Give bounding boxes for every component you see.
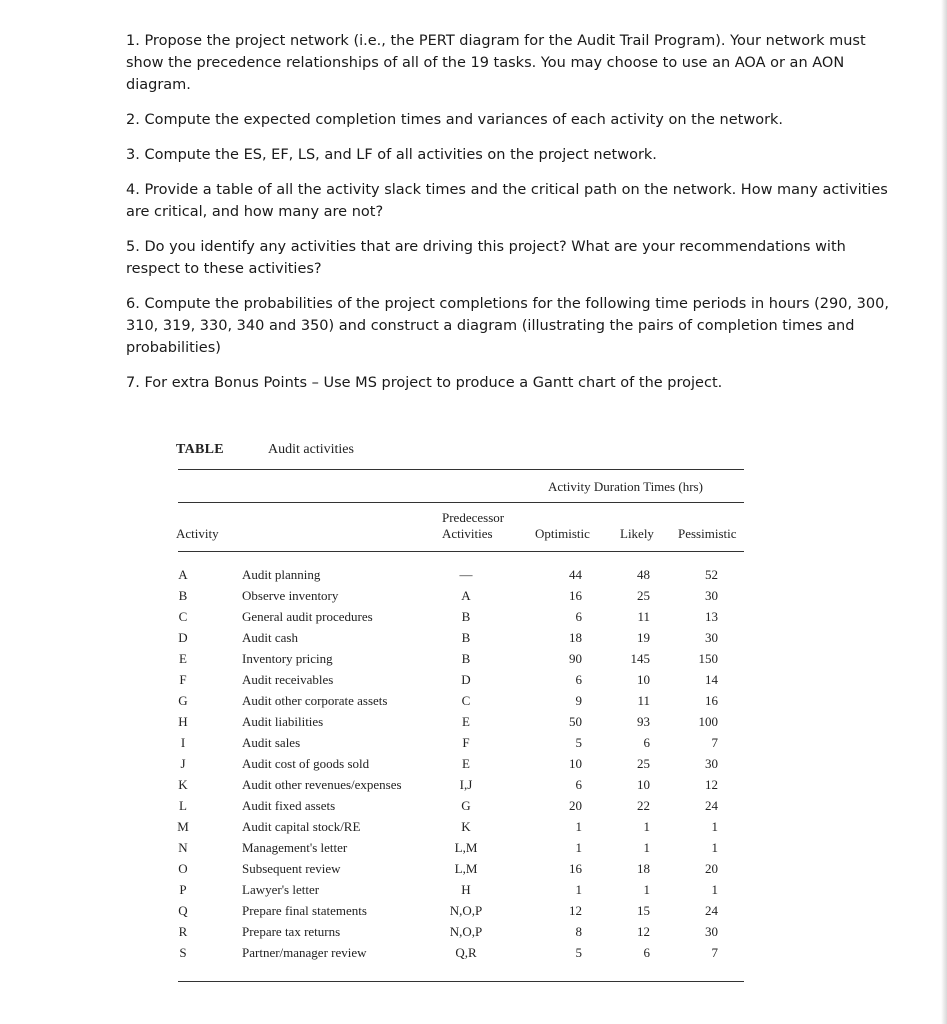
likely-time: 1 xyxy=(643,840,650,855)
likely-time: 22 xyxy=(637,798,650,813)
likely-time: 6 xyxy=(643,945,650,960)
table-row xyxy=(172,942,744,963)
optimistic-time: 5 xyxy=(575,945,582,960)
table-caption xyxy=(176,442,354,458)
likely-time: 145 xyxy=(630,651,650,666)
predecessors: I,J xyxy=(459,777,473,792)
table-row xyxy=(172,774,744,795)
likely-time: 6 xyxy=(643,735,650,750)
header-predecessor xyxy=(442,510,504,542)
likely-time: 10 xyxy=(637,777,650,792)
activity-id: Q xyxy=(178,903,188,918)
predecessors: N,O,P xyxy=(449,903,483,918)
header-activity: Activity xyxy=(176,526,219,541)
duration-header: Activity Duration Times (hrs) xyxy=(548,479,703,494)
pessimistic-time: 1 xyxy=(711,882,718,897)
optimistic-time: 16 xyxy=(569,588,582,603)
likely-time: 93 xyxy=(637,714,650,729)
activity-name: Audit cost of goods sold xyxy=(242,756,370,771)
table-rule-header xyxy=(178,551,744,552)
activity-name: Audit other corporate assets xyxy=(242,693,388,708)
table-row xyxy=(172,690,744,711)
activity-name: Audit sales xyxy=(242,735,301,750)
optimistic-time: 9 xyxy=(575,693,582,708)
predecessors: G xyxy=(461,798,471,813)
activity-name: Lawyer's letter xyxy=(242,882,320,897)
optimistic-time: 10 xyxy=(569,756,582,771)
table-row xyxy=(172,879,744,900)
activity-id: C xyxy=(178,609,188,624)
predecessors: F xyxy=(462,735,470,750)
optimistic-time: 90 xyxy=(569,651,582,666)
likely-time: 25 xyxy=(637,588,650,603)
table-row xyxy=(172,648,744,669)
activity-name: Audit capital stock/RE xyxy=(242,819,361,834)
optimistic-time: 50 xyxy=(569,714,582,729)
optimistic-time: 5 xyxy=(575,735,582,750)
optimistic-time: 1 xyxy=(575,882,582,897)
likely-time: 12 xyxy=(637,924,650,939)
likely-time: 25 xyxy=(637,756,650,771)
table-row xyxy=(172,564,744,585)
likely-time: 18 xyxy=(637,861,650,876)
pessimistic-time: 20 xyxy=(705,861,718,876)
pessimistic-time: 52 xyxy=(705,567,718,582)
predecessors: B xyxy=(461,651,471,666)
activity-name: Inventory pricing xyxy=(242,651,333,666)
activity-id: D xyxy=(178,630,188,645)
question-5: 5. Do you identify any activities that are driving this project? What are your recommendations with respect to these activities? xyxy=(126,239,846,277)
optimistic-time: 16 xyxy=(569,861,582,876)
activity-id: B xyxy=(178,588,188,603)
activity-id: M xyxy=(177,819,189,834)
activity-name: Audit receivables xyxy=(242,672,334,687)
pessimistic-time: 13 xyxy=(705,609,718,624)
table-rule-top xyxy=(178,469,744,470)
page-edge-shadow xyxy=(941,0,947,1024)
predecessors: E xyxy=(462,756,470,771)
pessimistic-time: 1 xyxy=(711,819,718,834)
predecessors: B xyxy=(461,630,471,645)
table-row xyxy=(172,627,744,648)
table-row xyxy=(172,669,744,690)
pessimistic-time: 30 xyxy=(705,924,718,939)
activity-id: O xyxy=(178,861,188,876)
predecessors: N,O,P xyxy=(449,924,483,939)
activity-id: H xyxy=(178,714,188,729)
pessimistic-time: 7 xyxy=(711,945,718,960)
activity-id: A xyxy=(178,567,188,582)
question-2: 2. Compute the expected completion times and variances of each activity on the network. xyxy=(126,112,784,128)
optimistic-time: 1 xyxy=(575,819,582,834)
predecessors: L,M xyxy=(454,861,478,876)
activity-id: K xyxy=(178,777,188,792)
table-label: TABLE xyxy=(176,442,224,457)
table-row xyxy=(172,732,744,753)
likely-time: 11 xyxy=(637,693,650,708)
activity-name: General audit procedures xyxy=(242,609,373,624)
likely-time: 15 xyxy=(637,903,650,918)
activity-id: L xyxy=(179,798,187,813)
optimistic-time: 1 xyxy=(575,840,582,855)
pessimistic-time: 30 xyxy=(705,630,718,645)
optimistic-time: 44 xyxy=(569,567,582,582)
optimistic-time: 6 xyxy=(575,777,582,792)
table-row xyxy=(172,921,744,942)
activity-id: I xyxy=(180,735,186,750)
pessimistic-time: 30 xyxy=(705,588,718,603)
header-pessimistic: Pessimistic xyxy=(678,526,737,541)
predecessors: K xyxy=(461,819,471,834)
header-predecessor-line2: Activities xyxy=(442,526,493,541)
header-predecessor-line1: Predecessor xyxy=(442,510,505,525)
activity-name: Management's letter xyxy=(242,840,348,855)
activity-id: R xyxy=(178,924,188,939)
likely-time: 11 xyxy=(637,609,650,624)
pessimistic-time: 150 xyxy=(698,651,718,666)
question-6: 6. Compute the probabilities of the project completions for the following time periods in hours (290, 300, 310, 319, 330, 340 and 350) and construct a diagram (illustrating the pairs of completion times and probabilities) xyxy=(126,296,889,356)
predecessors: Q,R xyxy=(455,945,477,960)
activity-name: Subsequent review xyxy=(242,861,341,876)
header-optimistic: Optimistic xyxy=(535,526,590,541)
likely-time: 1 xyxy=(643,882,650,897)
table-rule-mid xyxy=(178,502,744,503)
pessimistic-time: 14 xyxy=(705,672,718,687)
activity-id: G xyxy=(178,693,188,708)
predecessors: D xyxy=(461,672,471,687)
optimistic-time: 8 xyxy=(575,924,582,939)
activity-name: Audit cash xyxy=(242,630,298,645)
table-row xyxy=(172,711,744,732)
predecessors: H xyxy=(461,882,471,897)
activity-name: Observe inventory xyxy=(242,588,339,603)
question-3: 3. Compute the ES, EF, LS, and LF of all activities on the project network. xyxy=(126,147,657,163)
activity-name: Audit liabilities xyxy=(242,714,324,729)
question-4: 4. Provide a table of all the activity slack times and the critical path on the network. How many activities are critical, and how many are not? xyxy=(126,182,888,220)
activity-id: F xyxy=(179,672,187,687)
question-1: 1. Propose the project network (i.e., the PERT diagram for the Audit Trail Program). Your network must show the precedence relationships of all of the 19 tasks. You may choose to use an AOA or an AON diagram. xyxy=(126,33,866,93)
table-row xyxy=(172,606,744,627)
activity-name: Audit planning xyxy=(242,567,321,582)
activity-id: P xyxy=(179,882,187,897)
question-7: 7. For extra Bonus Points – Use MS project to produce a Gantt chart of the project. xyxy=(126,375,723,391)
activity-name: Partner/manager review xyxy=(242,945,367,960)
pessimistic-time: 16 xyxy=(705,693,718,708)
table-row xyxy=(172,816,744,837)
table-row xyxy=(172,900,744,921)
activity-name: Audit other revenues/expenses xyxy=(242,777,402,792)
table-row xyxy=(172,795,744,816)
table-row xyxy=(172,837,744,858)
predecessors: E xyxy=(462,714,470,729)
optimistic-time: 18 xyxy=(569,630,582,645)
likely-time: 1 xyxy=(643,819,650,834)
table-rule-bottom xyxy=(178,981,744,982)
optimistic-time: 12 xyxy=(569,903,582,918)
predecessors: C xyxy=(461,693,471,708)
activity-name: Prepare tax returns xyxy=(242,924,341,939)
predecessors: B xyxy=(461,609,471,624)
activity-name: Prepare final statements xyxy=(242,903,367,918)
header-likely: Likely xyxy=(620,526,654,541)
predecessors: A xyxy=(461,588,471,603)
predecessors: L,M xyxy=(454,840,478,855)
activity-name: Audit fixed assets xyxy=(242,798,336,813)
table-title: Audit activities xyxy=(268,442,354,457)
pessimistic-time: 100 xyxy=(698,714,718,729)
table-body xyxy=(172,564,744,963)
likely-time: 48 xyxy=(637,567,650,582)
pessimistic-time: 1 xyxy=(711,840,718,855)
pessimistic-time: 30 xyxy=(705,756,718,771)
question-list xyxy=(126,30,896,407)
activity-id: J xyxy=(180,756,186,771)
activity-id: N xyxy=(178,840,188,855)
likely-time: 19 xyxy=(637,630,650,645)
optimistic-time: 6 xyxy=(575,672,582,687)
pessimistic-time: 24 xyxy=(705,903,718,918)
optimistic-time: 20 xyxy=(569,798,582,813)
table-row xyxy=(172,858,744,879)
pessimistic-time: 12 xyxy=(705,777,718,792)
activity-id: E xyxy=(179,651,187,666)
pessimistic-time: 24 xyxy=(705,798,718,813)
activity-id: S xyxy=(179,945,187,960)
predecessors: — xyxy=(459,567,473,582)
table-row xyxy=(172,753,744,774)
likely-time: 10 xyxy=(637,672,650,687)
optimistic-time: 6 xyxy=(575,609,582,624)
pessimistic-time: 7 xyxy=(711,735,718,750)
table-row xyxy=(172,585,744,606)
